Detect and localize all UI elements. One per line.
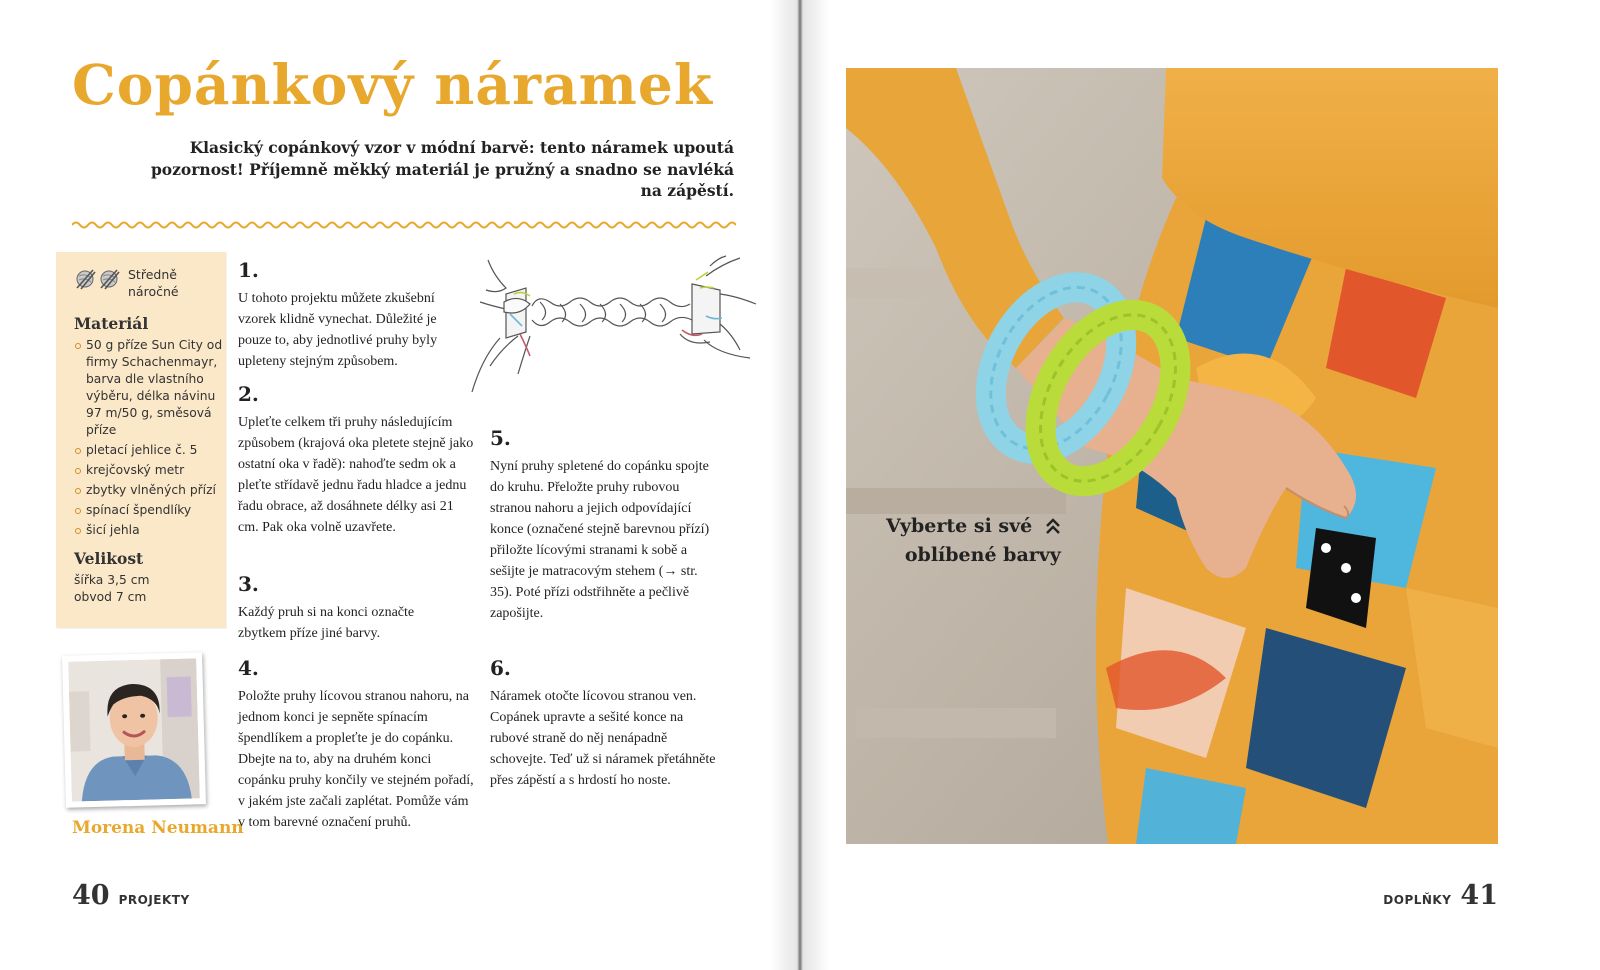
knitting-needles-icon xyxy=(74,268,120,290)
step-text: U tohoto projektu můžete zkušební vzorek klidně vynechat. Důležité je pouze to, aby jednotlivé pruhy byly upleteny stejným způsobem. xyxy=(238,291,438,369)
step-text: Položte pruhy lícovou stranou nahoru, na jednom konci je sepněte spínacím špendlíkem a propleťte je do copánku. Dbejte na to, aby na druhém konci copánku pruhy končily ve stejném pořadí, v jakém jste začali zaplétat. Pomůže vám v tom barevné označení pruhů. xyxy=(238,689,474,830)
step-number: 1. xyxy=(238,258,259,282)
step-4 xyxy=(238,656,474,833)
difficulty-row xyxy=(74,266,224,300)
photo-caption xyxy=(886,512,1061,570)
step-text: Každý pruh si na konci označte zbytkem příze jiné barvy. xyxy=(238,605,415,641)
author-photo xyxy=(62,652,206,808)
folio-right xyxy=(1383,880,1498,911)
caption-line-2: oblíbené barvy xyxy=(904,544,1061,566)
book-gutter xyxy=(770,0,830,970)
author-name: Morena Neumann xyxy=(72,818,244,838)
section-label: PROJEKTY xyxy=(118,893,190,907)
material-item: pletací jehlice č. 5 xyxy=(74,442,224,459)
size-circumference: obvod 7 cm xyxy=(74,590,147,604)
step-number: 3. xyxy=(238,572,259,596)
material-item: 50 g příze Sun City od firmy Schachenmayr, barva dle vlastního výběru, délka návinu 97 m/50 g, směsová příze xyxy=(74,337,224,439)
double-chevron-up-icon xyxy=(1045,518,1061,536)
step-text: Nyní pruhy spletené do copánku spojte do kruhu. Přeložte pruhy rubovou stranou nahoru a jejich odpovídající konce (označené stejně barevnou přízí) přiložte lícovými stranami k sobě a sešijte je matracovým stehem (→ str. 35). Poté přízi odstřihněte a pečlivě zapošijte. xyxy=(490,459,710,621)
braid-illustration xyxy=(470,254,760,402)
step-3 xyxy=(238,572,464,644)
step-number: 4. xyxy=(238,656,259,680)
caption-line-1: Vyberte si své xyxy=(886,515,1033,537)
step-text: Náramek otočte lícovou stranou ven. Copánek upravte a sešité konce na rubové straně do něj nenápadně schovejte. Teď už si náramek přetáhněte přes zápěstí a s hrdostí ho noste. xyxy=(490,689,716,788)
difficulty-label: Středně náročné xyxy=(128,267,179,299)
material-item: krejčovský metr xyxy=(74,462,224,479)
material-list xyxy=(74,337,224,539)
step-6 xyxy=(490,656,716,791)
size-width: šířka 3,5 cm xyxy=(74,573,150,587)
folio-left xyxy=(72,880,190,911)
materials-infobox xyxy=(56,252,226,628)
material-heading: Materiál xyxy=(74,314,149,333)
page-number: 40 xyxy=(72,880,110,911)
material-item: šicí jehla xyxy=(74,522,224,539)
page-title: Copánkový náramek xyxy=(72,52,713,117)
bracelet-photo xyxy=(846,68,1498,844)
wavy-divider xyxy=(72,218,736,232)
page-number: 41 xyxy=(1460,880,1498,911)
intro-text: Klasický copánkový vzor v módní barvě: tento náramek upoutá pozornost! Příjemně měkký materiál je pružný a snadno se navléká na zápěstí. xyxy=(150,138,734,200)
step-2 xyxy=(238,382,474,538)
step-1 xyxy=(238,258,464,372)
step-number: 6. xyxy=(490,656,511,680)
material-item: spínací špendlíky xyxy=(74,502,224,519)
step-number: 2. xyxy=(238,382,259,406)
step-number: 5. xyxy=(490,426,511,450)
material-item: zbytky vlněných přízí xyxy=(74,482,224,499)
step-5 xyxy=(490,426,716,624)
right-page xyxy=(800,0,1600,970)
section-label: DOPLŇKY xyxy=(1383,893,1452,907)
author-portrait xyxy=(68,658,200,801)
size-heading: Velikost xyxy=(74,549,144,568)
step-text: Upleťte celkem tři pruhy následujícím způsobem (krajová oka pletete stejně jako ostatní oka v řadě): nahoďte sedm ok a pleťte střídavě jednu řadu hladce a jednu řadu obrace, až dosáhnete délky asi 21 cm. Pak oka volně uzavřete. xyxy=(238,415,474,535)
